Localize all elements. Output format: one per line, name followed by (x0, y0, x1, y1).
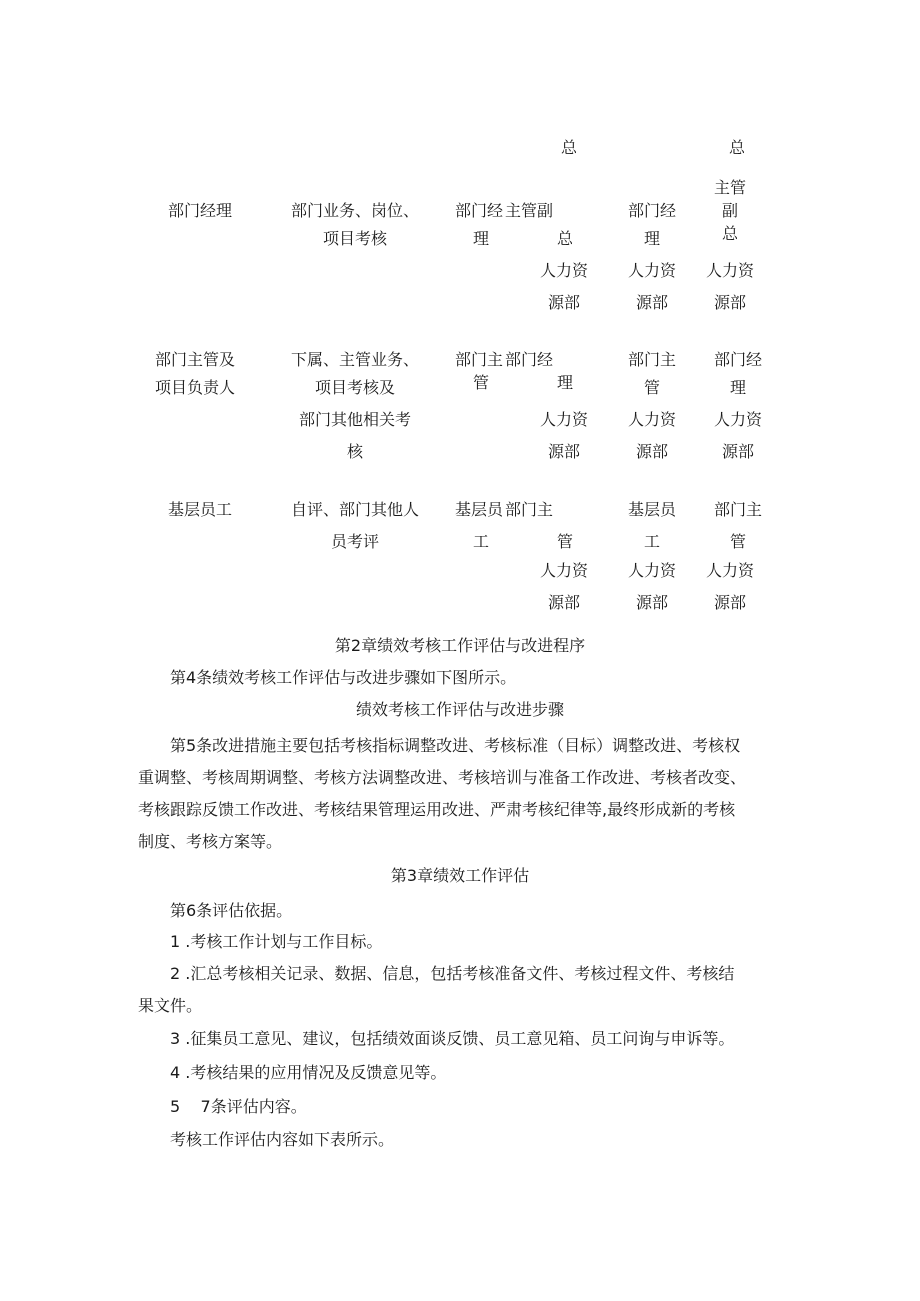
row2-second-review: 部门经 理 (713, 350, 762, 397)
article6: 第6条评估依据。 (170, 901, 293, 920)
row3-content: 自评、部门其他人 员考评 (290, 500, 419, 551)
chapter3-title: 第3章绩效工作评估 (390, 866, 530, 885)
article5: 第5条改进措施主要包括考核指标调整改进、考核标准（目标）调整改进、考核权 重调整、考核周期调整、考核方法调整改进、考核培训与准备工作改进、考核者改变、 考核跟踪反馈工作改进、考核结果管理运用改进、严肃考核纪律等,最终形成新的考核 制度、考核方案等。 (138, 736, 747, 851)
row3-second-review-hr: 人力资 源部 (705, 561, 754, 612)
row1-content: 部门业务、岗位、 项目考核 (290, 201, 419, 248)
row2-first-review: 部门经 (505, 350, 554, 369)
list-item-5: 5 7条评估内容。 (170, 1097, 307, 1116)
row3-first-eval: 基层员 (455, 500, 504, 519)
row3-first-review: 部门主 (505, 500, 554, 519)
row1-second-review: 主管 副 总 (713, 178, 746, 243)
row1-first-eval: 部门经 (455, 201, 504, 220)
article4: 第4条绩效考核工作评估与改进步骤如下图所示。 (170, 668, 517, 687)
top-cell-col4: 总 (561, 138, 578, 157)
row1-second-review-hr: 人力资 源部 (705, 261, 754, 312)
figure-caption: 绩效考核工作评估与改进步骤 (355, 700, 564, 719)
row1-level: 部门经理 (168, 201, 233, 220)
row2-first-eval-cont: 管 (473, 373, 490, 392)
row3-second-eval: 基层员 工 (627, 500, 676, 551)
row2-first-eval: 部门主 (455, 350, 504, 369)
row2-first-review-cont: 理 (557, 373, 574, 392)
row3-second-review: 部门主 管 (713, 500, 762, 551)
row2-content: 下属、主管业务、 项目考核及 部门其他相关考 核 (290, 350, 419, 461)
row3-first-eval-cont: 工 (473, 532, 490, 551)
list-item-4: 4 .考核结果的应用情况及反馈意见等。 (170, 1063, 447, 1082)
row2-second-eval: 部门主 管 (627, 350, 676, 397)
row1-first-review: 主管副 (505, 201, 554, 220)
row3-hr-review: 人力资 源部 (539, 561, 588, 612)
list-item-2: 2 .汇总考核相关记录、数据、信息，包括考核准备文件、考核过程文件、考核结 果文件。 (138, 964, 735, 1015)
row1-first-eval-cont: 理 (473, 229, 490, 248)
row3-second-eval-hr: 人力资 源部 (627, 561, 676, 612)
closing-line: 考核工作评估内容如下表所示。 (170, 1130, 395, 1149)
list-item-1: 1 .考核工作计划与工作目标。 (170, 932, 383, 951)
row1-first-review-cont: 总 (557, 229, 574, 248)
row2-level: 部门主管及 项目负责人 (154, 350, 235, 397)
row3-level: 基层员工 (168, 500, 233, 519)
row1-second-eval: 部门经 理 (627, 201, 676, 248)
row2-second-review-hr: 人力资 源部 (713, 410, 762, 461)
row1-second-eval-hr: 人力资 源部 (627, 261, 676, 312)
row2-second-eval-hr: 人力资 源部 (627, 410, 676, 461)
row3-first-review-cont: 管 (557, 532, 574, 551)
top-cell-col6: 总 (729, 138, 746, 157)
row1-hr-review: 人力资 源部 (539, 261, 588, 312)
chapter2-title: 第2章绩效考核工作评估与改进程序 (334, 636, 586, 655)
row2-hr-review: 人力资 源部 (539, 410, 588, 461)
list-item-3: 3 .征集员工意见、建议，包括绩效面谈反馈、员工意见箱、员工问询与申诉等。 (170, 1029, 735, 1048)
